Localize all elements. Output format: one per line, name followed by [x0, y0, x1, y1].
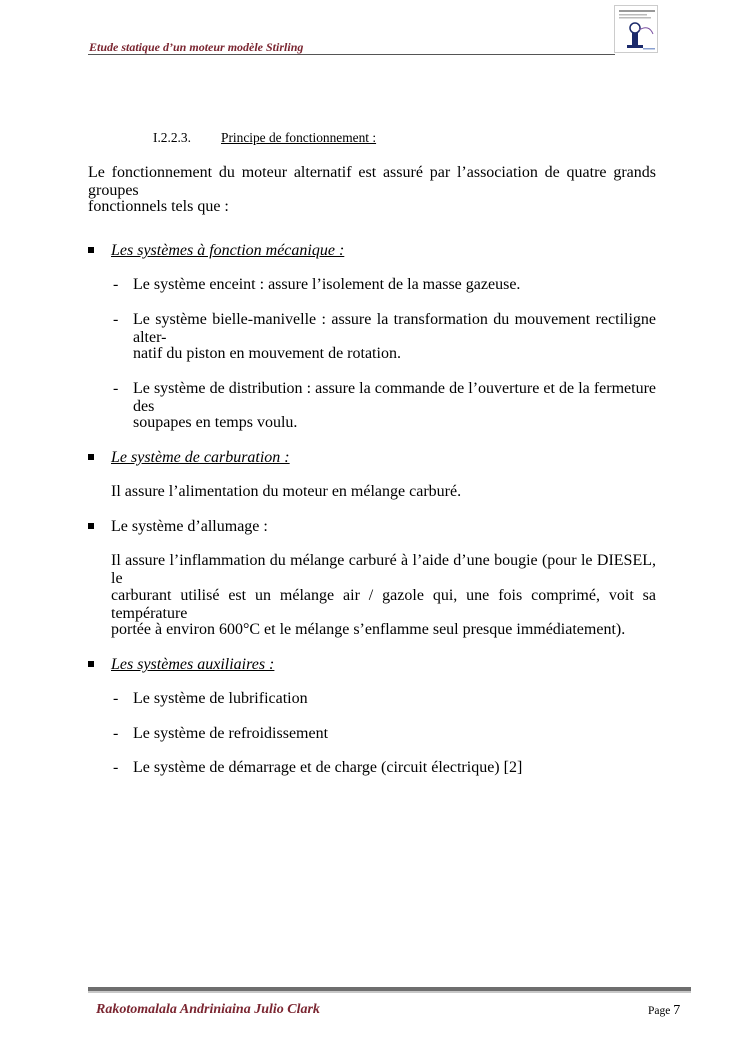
square-bullet-icon [88, 523, 94, 529]
intro-line-2: fonctionnels tels que : [88, 198, 229, 215]
intro-line-1: Le fonctionnement du moteur alternatif est assuré par l’association de quatre grands groupes [88, 164, 656, 199]
page-indicator [648, 1003, 680, 1019]
section-number: I.2.2.3. [153, 130, 191, 145]
footer-author: Rakotomalala Andriniaina Julio Clark [96, 1002, 320, 1017]
list-item-continuation: soupapes en temps voulu. [133, 414, 298, 431]
list-item: Le système de refroidissement [133, 725, 329, 742]
list-item: Le système de lubrification [133, 690, 308, 707]
dash-marker: - [113, 725, 119, 742]
group-text: carburant utilisé est un mélange air / gazole qui, une fois comprimé, voit sa température [111, 587, 656, 622]
group-text: Il assure l’alimentation du moteur en mélange carburé. [111, 483, 462, 500]
group-text: Il assure l’inflammation du mélange carburé à l’aide d’une bougie (pour le DIESEL, le [111, 552, 656, 587]
list-item: Le système de distribution : assure la commande de l’ouverture et de la fermeture des [133, 380, 656, 415]
group-title-auxiliaires: Les systèmes auxiliaires : [111, 656, 275, 673]
group-title-allumage: Le système d’allumage : [111, 518, 268, 535]
group-text: portée à environ 600°C et le mélange s’enflamme seul presque immédiatement). [111, 621, 626, 638]
square-bullet-icon [88, 247, 94, 253]
dash-marker: - [113, 759, 119, 776]
dash-marker: - [113, 311, 119, 328]
dash-marker: - [113, 276, 119, 293]
group-title-carburation: Le système de carburation : [111, 449, 290, 466]
group-title-mecanique: Les systèmes à fonction mécanique : [111, 242, 345, 259]
header-rule [88, 54, 615, 55]
list-item: Le système de démarrage et de charge (circuit électrique) [2] [133, 759, 523, 776]
section-title: Principe de fonctionnement : [221, 130, 377, 145]
list-item: Le système bielle-manivelle : assure la transformation du mouvement rectiligne alter- [133, 311, 656, 346]
page-label: Page [648, 1005, 671, 1017]
running-header-title: Etude statique d’un moteur modèle Stirling [89, 40, 304, 54]
square-bullet-icon [88, 454, 94, 460]
dash-marker: - [113, 690, 119, 707]
footer-rule-shadow [88, 991, 691, 993]
dash-marker: - [113, 380, 119, 397]
square-bullet-icon [88, 661, 94, 667]
list-item: Le système enceint : assure l’isolement de la masse gazeuse. [133, 276, 521, 293]
list-item-continuation: natif du piston en mouvement de rotation. [133, 345, 401, 362]
stirling-engine-logo [614, 5, 658, 53]
page-number: 7 [673, 1003, 681, 1018]
